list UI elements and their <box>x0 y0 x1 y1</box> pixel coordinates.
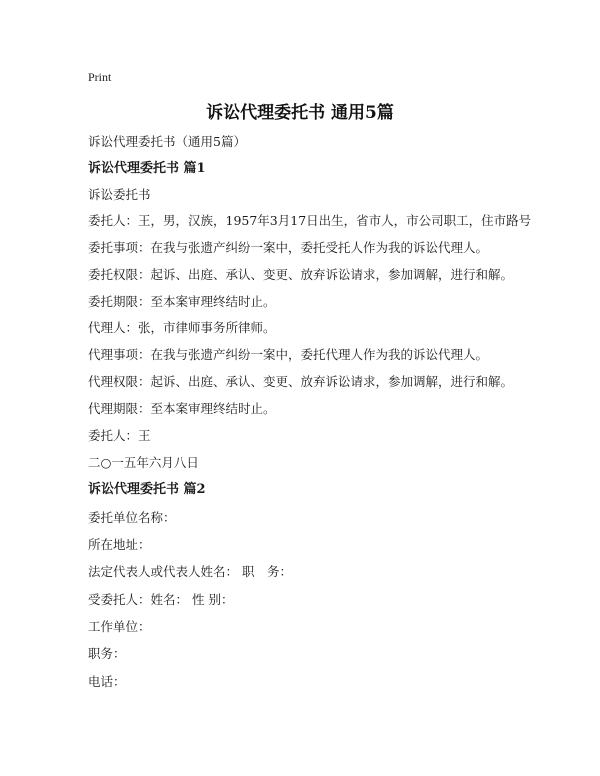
section-2-line: 受委托人：姓名： 性 别： <box>88 592 234 607</box>
section-1-line: 代理权限：起诉、出庭、承认、变更、放弃诉讼请求，参加调解，进行和解。 <box>88 374 514 389</box>
section-2-line: 法定代表人或代表人姓名： 职 务： <box>88 564 292 579</box>
print-label[interactable]: Print <box>88 70 112 84</box>
section-1-line: 委托人：王 <box>88 428 151 443</box>
section-2-line: 职务： <box>88 646 126 661</box>
section-1-line: 委托权限：起诉、出庭、承认、变更、放弃诉讼请求，参加调解，进行和解。 <box>88 267 514 282</box>
section-2-line: 所在地址： <box>88 537 151 552</box>
section-1-date: 二○一五年六月八日 <box>88 455 199 470</box>
section-1-line: 委托人：王，男，汉族，1957年3月17日出生，省市人，市公司职工，住市路号 <box>88 213 532 228</box>
document-title: 诉讼代理委托书 通用5篇 <box>206 103 394 123</box>
section-2-line: 委托单位名称： <box>88 510 176 525</box>
section-1-line: 代理事项：在我与张遗产纠纷一案中，委托代理人作为我的诉讼代理人。 <box>88 347 489 362</box>
section-2-line: 电话： <box>88 674 126 689</box>
section-2-line: 工作单位： <box>88 619 151 634</box>
section-1-line: 委托事项：在我与张遗产纠纷一案中，委托受托人作为我的诉讼代理人。 <box>88 240 489 255</box>
section-1-line: 委托期限：至本案审理终结时止。 <box>88 294 276 309</box>
section-1-line: 诉讼委托书 <box>88 187 151 202</box>
document-subtitle: 诉讼代理委托书（通用5篇） <box>88 134 246 149</box>
section-2-heading: 诉讼代理委托书 篇2 <box>88 482 206 497</box>
section-1-line: 代理人：张，市律师事务所律师。 <box>88 320 276 335</box>
section-1-line: 代理期限：至本案审理终结时止。 <box>88 401 276 416</box>
section-1-heading: 诉讼代理委托书 篇1 <box>88 161 206 176</box>
